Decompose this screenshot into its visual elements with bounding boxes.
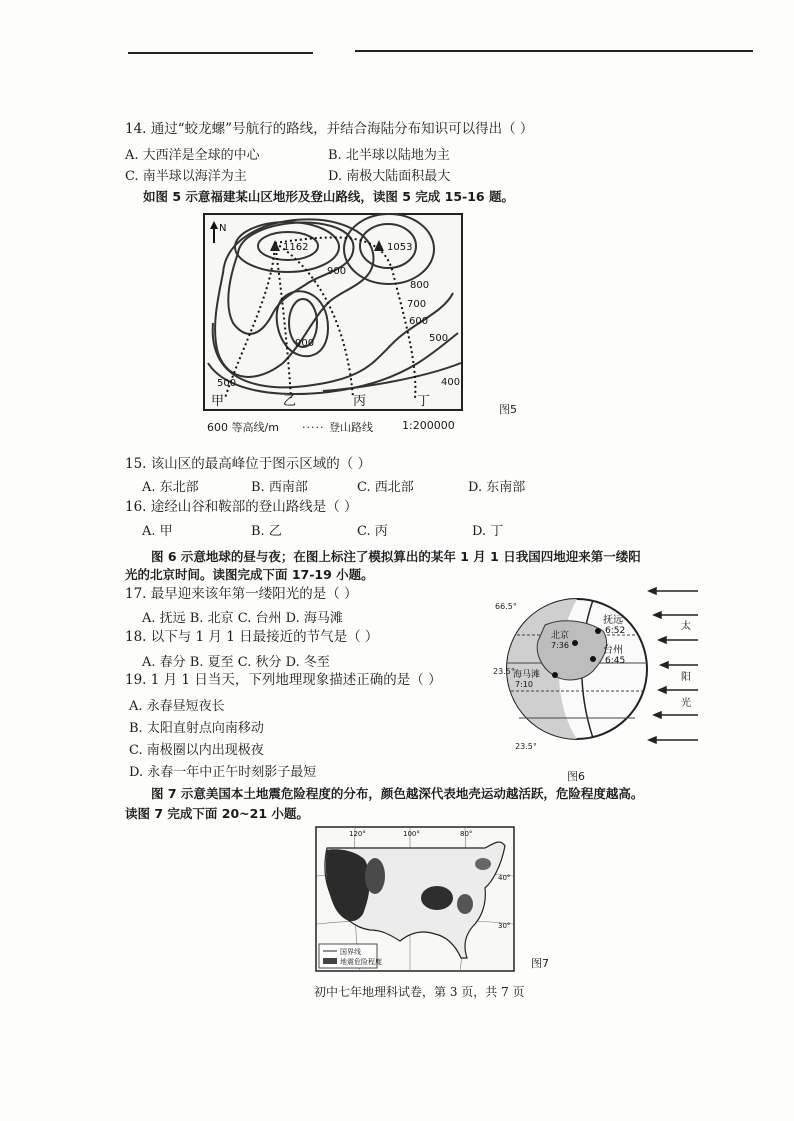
q16-option-a: A. 甲 <box>142 524 173 539</box>
place-haimatan: 海马滩 <box>513 670 541 680</box>
region-bing: 丙 <box>353 394 367 409</box>
question-18-stem: 18. 以下与 1 月 1 日最接近的节气是（ ） <box>125 629 379 645</box>
taizhou-point <box>590 656 596 662</box>
figure-5-label: 图5 <box>499 403 517 416</box>
contour-label-500-west: 500 <box>217 378 237 389</box>
fig7-intro-line1: 图 7 示意美国本土地震危险程度的分布，颜色越深代表地壳运动越活跃，危险程度越高。 <box>151 786 644 801</box>
lon-100: 100° <box>403 830 420 838</box>
peak-label-1053: 1053 <box>387 242 413 253</box>
fig5-legend-contour: 600 等高线/m <box>207 421 279 434</box>
fig5-intro: 如图 5 示意福建某山区地形及登山路线，读图 5 完成 15-16 题。 <box>143 189 514 204</box>
figure-5-contour-map <box>203 213 463 413</box>
question-14-stem: 14. 通过“蛟龙螺”号航行的路线，并结合海陆分布知识可以得出（ ） <box>125 121 534 137</box>
lat-30: 30° <box>498 922 511 930</box>
q19-option-a: A. 永春昼短夜长 <box>129 699 225 714</box>
peak-label-1162: 1162 <box>283 242 309 253</box>
lat-40: 40° <box>498 874 511 882</box>
header-rule-right <box>355 50 753 52</box>
header-rule-left <box>128 52 313 54</box>
q18-options: A. 春分 B. 夏至 C. 秋分 D. 冬至 <box>142 655 330 670</box>
contour-label-400: 400 <box>441 377 461 388</box>
haimatan-point <box>552 672 558 678</box>
q17-options: A. 抚远 B. 北京 C. 台州 D. 海马滩 <box>142 611 343 626</box>
q15-option-b: B. 西南部 <box>251 480 308 495</box>
lon-120: 120° <box>349 830 366 838</box>
figure-6-globe <box>493 583 701 763</box>
q19-option-c: C. 南极圈以内出现极夜 <box>129 743 264 758</box>
north-label: N <box>219 223 227 234</box>
q14-option-a: A. 大西洋是全球的中心 <box>125 148 260 163</box>
q16-option-c: C. 丙 <box>357 524 388 539</box>
q14-option-b: B. 北半球以陆地为主 <box>328 148 450 163</box>
time-beijing: 7:36 <box>551 641 569 650</box>
q16-option-b: B. 乙 <box>251 524 282 539</box>
region-ding: 丁 <box>417 394 431 409</box>
q19-option-d: D. 永春一年中正午时刻影子最短 <box>129 765 317 780</box>
sunlight-char-1: 太 <box>681 621 691 632</box>
q15-option-a: A. 东北部 <box>142 480 199 495</box>
fig5-scale: 1:200000 <box>402 419 455 432</box>
lat-label-23-north: 23.5° <box>493 667 515 676</box>
figure-7-usa-map <box>315 826 515 972</box>
fig7-legend-border: 国界线 <box>340 948 361 956</box>
fuyuan-point <box>595 628 601 634</box>
question-16-stem: 16. 途经山谷和鞍部的登山路线是（ ） <box>125 499 358 515</box>
region-jia: 甲 <box>211 394 225 409</box>
sunlight-char-3: 光 <box>681 698 691 709</box>
place-beijing: 北京 <box>551 631 570 641</box>
figure-7-label: 图7 <box>531 957 549 970</box>
place-taizhou: 台州 <box>603 645 623 656</box>
q15-option-c: C. 西北部 <box>357 480 414 495</box>
fig6-intro-line2: 光的北京时间。读图完成下面 17-19 小题。 <box>125 567 374 582</box>
contour-label-500: 500 <box>429 333 449 344</box>
question-17-stem: 17. 最早迎来该年第一缕阳光的是（ ） <box>125 586 358 602</box>
contour-label-600: 600 <box>409 316 429 327</box>
time-haimatan: 7:10 <box>515 680 533 689</box>
lon-80: 80° <box>460 830 473 838</box>
q14-option-d: D. 南极大陆面积最大 <box>328 169 451 184</box>
fig7-legend-hazard: 地震危险程度 <box>340 958 382 966</box>
q14-option-c: C. 南半球以海洋为主 <box>125 169 247 184</box>
contour-label-900: 900 <box>327 266 347 277</box>
lat-label-66: 66.5° <box>495 602 517 611</box>
beijing-point <box>572 640 578 646</box>
contour-label-800: 800 <box>410 280 430 291</box>
question-15-stem: 15. 该山区的最高峰位于图示区域的（ ） <box>125 456 372 472</box>
place-fuyuan: 抚远 <box>603 615 623 626</box>
time-taizhou: 6:45 <box>605 656 626 666</box>
sunlight-char-2: 阳 <box>681 672 691 683</box>
contour-label-700: 700 <box>407 299 427 310</box>
region-yi: 乙 <box>283 394 297 409</box>
peak-label-900: 900 <box>295 338 315 349</box>
fig7-intro-line2: 读图 7 完成下面 20~21 小题。 <box>125 806 309 821</box>
lat-label-23-south: 23.5° <box>515 742 537 751</box>
question-19-stem: 19. 1 月 1 日当天，下列地理现象描述正确的是（ ） <box>125 672 442 688</box>
q15-option-d: D. 东南部 <box>468 480 526 495</box>
page-footer: 初中七年地理科试卷，第 3 页，共 7 页 <box>314 985 525 999</box>
fig5-legend-route: ····· 登山路线 <box>302 421 373 434</box>
time-fuyuan: 6:52 <box>605 626 626 636</box>
fig5-legend-route-text: 登山路线 <box>328 421 373 434</box>
fig6-intro-line1: 图 6 示意地球的昼与夜；在图上标注了模拟算出的某年 1 月 1 日我国四地迎来第一缕阳 <box>151 549 641 564</box>
q16-option-d: D. 丁 <box>472 524 504 539</box>
figure-6-label: 图6 <box>567 770 585 783</box>
q19-option-b: B. 太阳直射点向南移动 <box>129 721 264 736</box>
